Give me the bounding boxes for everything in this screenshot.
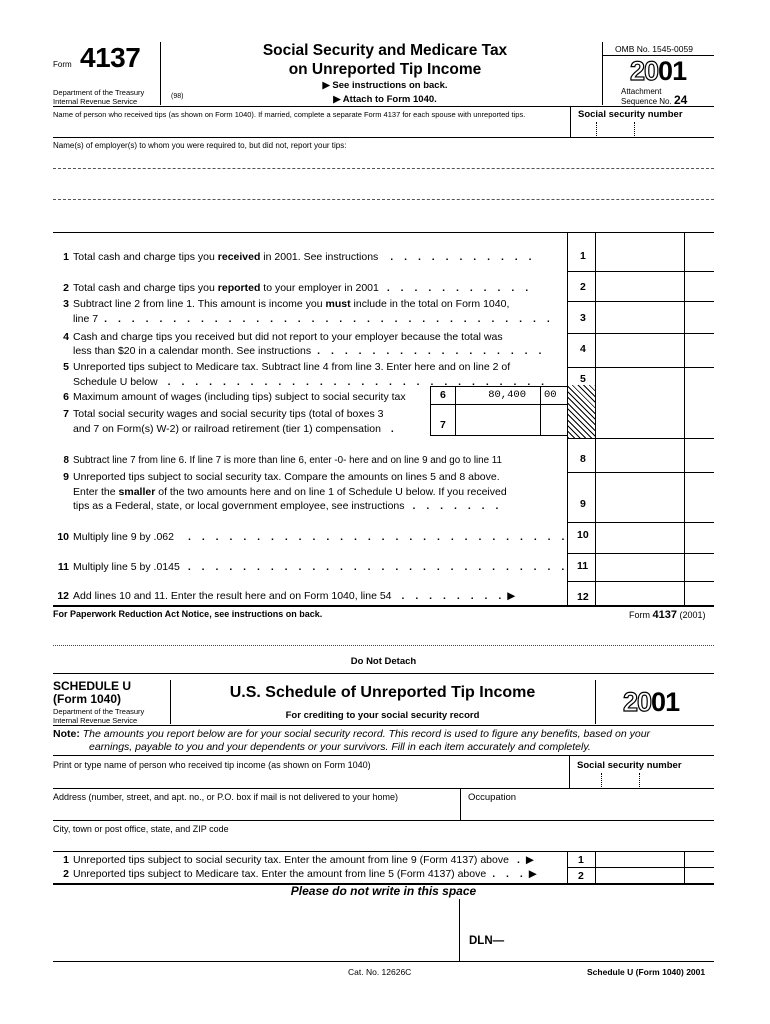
attachment-label: Attachment [621,87,662,96]
line-7-leader: . [390,423,398,435]
arrow-icon: ▶ [507,590,516,602]
line-9-number: 9 [63,471,69,483]
employers-label: Name(s) of employer(s) to whom you were required to, but did not, report your tips: [53,141,347,150]
line-4 [53,331,503,344]
sequence-number: 24 [673,93,688,107]
line-8-text: Subtract line 7 from line 6. If line 7 is more than line 6, enter -0- here and on line 9 and go to line 11 [73,455,502,466]
line-2 [53,282,532,295]
line-11-text: Multiply line 5 by .0145 [73,561,180,573]
schedule-u-year-solid: 01 [651,687,680,717]
line-9-text: Unreported tips subject to social security tax. Compare the amounts on lines 5 and 8 above. [73,471,500,483]
su-occupation-label: Occupation [468,792,517,803]
su-line-1-text: Unreported tips subject to social security tax. Enter the amount from line 9 (Form 4137) above [73,854,509,866]
dept-line1: Department of the Treasury [53,88,145,97]
line-5-number: 5 [63,361,69,373]
line-4-text-cont: less than $20 in a calendar month. See instructions [73,345,312,357]
line-6-text: Maximum amount of wages (including tips) subject to social security tax [73,391,406,403]
form-footer [629,609,706,621]
line-3 [53,298,509,311]
su-name-field[interactable] [53,771,567,787]
employer-line-1[interactable] [53,168,714,169]
box-9: 9 [580,498,586,510]
line-1-text: Total cash and charge tips you [73,251,218,263]
line-10 [53,531,568,544]
form-title-line1: Social Security and Medicare Tax [262,42,508,59]
line-4-text: Cash and charge tips you received but did not report to your employer because the total was [73,331,503,343]
su-address-field[interactable] [53,804,458,818]
line-6 [53,391,406,404]
su-line-2-amount[interactable] [596,868,684,882]
su-city-field[interactable] [53,836,708,849]
footer-form-number: 4137 [652,609,677,621]
box-2: 2 [580,281,586,293]
line-12 [53,590,515,603]
line-1-leader: . . . . . . . . . . . [390,251,536,263]
line-2-emphasis: reported [217,282,261,294]
line-3-emphasis: must [325,298,351,310]
do-not-write-notice: Please do not write in this space [290,884,477,898]
instructions-note: ▶ See instructions on back. [322,80,448,91]
omb-number: OMB No. 1545-0059 [615,44,693,54]
line-7-cents[interactable] [541,405,567,434]
line-6-cents[interactable]: 00 [544,389,557,401]
line-4-cont [53,345,545,358]
line-10-number: 10 [57,531,69,543]
line-1-text-end: in 2001. See instructions [260,251,379,263]
note-text-1: The amounts you report below are for your social security record. This record is used to figure any benefits, based on your [82,728,651,740]
line-3-text-end: include in the total on Form 1040, [350,298,510,310]
attach-note: ▶ Attach to Form 1040. [333,94,437,105]
line-3-leader: . . . . . . . . . . . . . . . . . . . . . . . . . . . . . . . . . [104,313,554,325]
line-11-number: 11 [57,561,69,573]
su-line-1-leader: . [516,854,524,866]
line-10-leader: . . . . . . . . . . . . . . . . . . . . . . . . . . . . [187,531,569,543]
revision-code: (98) [171,93,184,100]
su-line-2-leader: . . . [492,868,527,880]
su-address-label: Address (number, street, and apt. no., or P.O. box if mail is not delivered to your home) [53,792,399,802]
line-3-text: Subtract line 2 from line 1. This amount is income you [73,298,326,310]
sequence-label: Sequence No. [621,97,672,106]
schedule-u-year-outline: 20 [623,687,652,717]
employer-line-2[interactable] [53,199,714,200]
line-2-number: 2 [63,282,69,294]
su-line-1-amount[interactable] [596,852,684,866]
su-line-1-number: 1 [63,854,69,866]
footer-year: (2001) [679,610,706,620]
line-5-text: Unreported tips subject to Medicare tax. Subtract line 4 from line 3. Enter here and on line 2 of [73,361,511,373]
line-3-number: 3 [63,298,69,310]
box-7: 7 [440,419,446,431]
schedule-u-main-title: U.S. Schedule of Unreported Tip Income [229,684,536,701]
line-9-text-c: tips as a Federal, state, or local government employee, see instructions [73,500,405,512]
box-11: 11 [577,560,589,572]
schedule-u-title: SCHEDULE U [53,679,132,693]
line-1-number: 1 [63,251,69,263]
line-3-cont [53,313,554,326]
note-label: Note: [53,728,80,740]
line-9-cont2 [53,500,502,513]
line-7-number: 7 [63,408,69,420]
form-word: Form [53,60,72,69]
line-2-leader: . . . . . . . . . . . [386,282,533,294]
line-9 [53,471,500,484]
line-1-amount[interactable] [596,233,684,270]
box-5: 5 [580,373,586,385]
line-9-text-b: Enter the [73,486,119,498]
shaded-area [568,385,595,438]
box-3: 3 [580,312,586,324]
schedule-u-subtitle: For crediting to your social security record [285,710,480,721]
schedule-u-dept2: Internal Revenue Service [53,716,138,725]
line-7 [53,408,383,421]
su-box-2: 2 [578,870,584,882]
year-outline: 20 [630,56,659,86]
line-2-text: Total cash and charge tips you [73,282,218,294]
dept-line2: Internal Revenue Service [53,97,138,106]
line-8 [53,454,502,467]
schedule-u-footer: Schedule U (Form 1040) 2001 [587,967,706,977]
ssn-field[interactable] [575,122,711,136]
line-10-text: Multiply line 9 by .062 [73,531,174,543]
dln-label: DLN— [469,935,505,947]
note-text-2: earnings, payable to you and your dependents or your survivors. Fill in each item accurately and completely. [89,740,591,753]
line-8-amount[interactable] [596,439,684,471]
line-4-leader: . . . . . . . . . . . . . . . . . [317,345,546,357]
schedule-u-form: (Form 1040) [53,692,122,706]
line-7-amount[interactable] [456,405,540,434]
line-7-cont [53,423,398,436]
paperwork-notice: For Paperwork Reduction Act Notice, see instructions on back. [53,609,323,619]
form-number: 4137 [80,42,141,73]
line-3-amount[interactable] [596,302,684,332]
line-12-leader: . . . . . . . . [401,590,506,602]
line-9-text-b-end: of the two amounts here and on line 1 of Schedule U below. If you received [155,486,507,498]
su-line-2-number: 2 [63,868,69,880]
line-9-cont [53,486,507,499]
form-title-line2: on Unreported Tip Income [288,61,482,78]
schedule-u-year [623,687,679,718]
line-5-text-cont: Schedule U below [73,376,158,388]
line-11 [53,561,568,574]
ssn-label: Social security number [578,109,683,120]
su-ssn-label: Social security number [577,760,682,771]
line-4-amount[interactable] [596,334,684,366]
box-12: 12 [577,591,589,603]
line-7-text-cont: and 7 on Form(s) W-2) or railroad retirement (tier 1) compensation [73,423,381,435]
su-occupation-field[interactable] [462,804,712,818]
line-9-amount[interactable] [596,473,684,521]
line-9-emphasis: smaller [118,486,156,498]
schedule-u-dept1: Department of the Treasury [53,707,145,716]
line-6-amount[interactable]: 80,400 [488,389,526,401]
line-2-amount[interactable] [596,272,684,300]
line-6-number: 6 [63,391,69,403]
line-9-leader: . . . . . . . [412,500,503,512]
detach-line [53,645,714,646]
su-arrow-icon-2: ▶ [528,868,537,880]
line-1-emphasis: received [217,251,261,263]
line-2-text-end: to your employer in 2001 [260,282,379,294]
line-5 [53,361,510,374]
line-8-number: 8 [63,455,69,466]
year-solid: 01 [658,56,687,86]
su-ssn-field[interactable] [575,773,711,787]
name-label: Name of person who received tips (as shown on Form 1040). If married, complete a separate Form 4137 for each spouse with unreported tips. [53,110,526,119]
tax-year [630,56,686,87]
line-12-text: Add lines 10 and 11. Enter the result here and on Form 1040, line 54 [73,590,392,602]
attachment-sequence [621,87,687,106]
line-1 [53,251,536,264]
schedule-u-note [53,728,650,753]
su-name-label: Print or type name of person who received tip income (as shown on Form 1040) [53,760,371,770]
box-10: 10 [577,529,589,541]
catalog-number: Cat. No. 12626C [348,967,412,977]
line-12-number: 12 [57,590,69,602]
su-line-1 [53,854,534,867]
line-7-text: Total social security wages and social security tips (total of boxes 3 [73,408,384,420]
line-3-text-cont: line 7 [73,313,99,325]
su-city-label: City, town or post office, state, and ZIP code [53,824,229,834]
box-4: 4 [580,343,586,355]
line-5-leader: . . . . . . . . . . . . . . . . . . . . . . . . . . . . [167,376,549,388]
box-8: 8 [580,453,586,465]
line-10-amount[interactable] [596,523,684,552]
su-line-2 [53,868,537,881]
su-box-1: 1 [578,854,584,866]
do-not-detach: Do Not Detach [350,656,417,667]
box-6: 6 [440,389,446,401]
box-1: 1 [580,250,586,262]
su-line-2-text: Unreported tips subject to Medicare tax. Enter the amount from line 5 (Form 4137) above [73,868,487,880]
line-12-amount[interactable] [596,582,684,604]
line-5-amount[interactable] [596,368,684,385]
line-11-leader: . . . . . . . . . . . . . . . . . . . . . . . . . . . . [187,561,569,573]
footer-form-word: Form [629,610,650,620]
line-11-amount[interactable] [596,554,684,580]
line-4-number: 4 [63,331,69,343]
su-arrow-icon-1: ▶ [525,854,534,866]
